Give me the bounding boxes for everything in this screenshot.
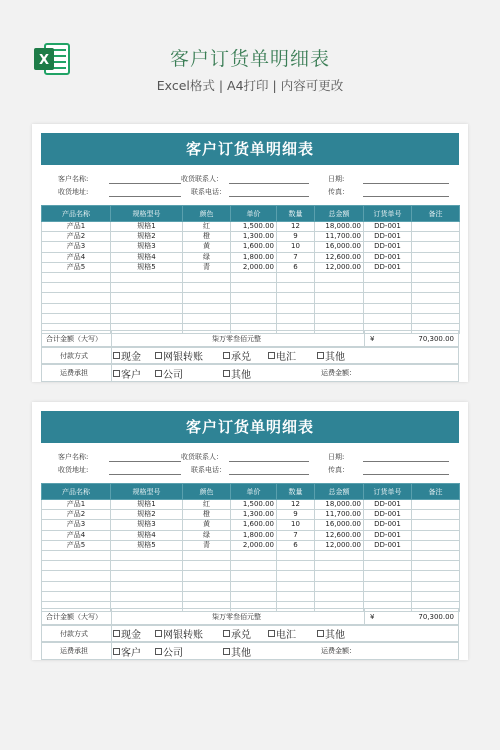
table-cell[interactable]: [364, 272, 412, 282]
table-cell[interactable]: [277, 272, 315, 282]
table-cell[interactable]: [231, 550, 277, 560]
table-row: [42, 272, 460, 282]
table-cell[interactable]: DD-001: [364, 510, 412, 520]
table-cell[interactable]: 规格4: [111, 252, 183, 262]
table-cell[interactable]: [277, 591, 315, 601]
total-row: [41, 608, 459, 625]
table-row: [42, 232, 460, 242]
table-cell[interactable]: DD-001: [364, 520, 412, 530]
table-cell[interactable]: [364, 313, 412, 323]
divider: [364, 331, 365, 346]
sheet-title: 客户订货单明细表: [41, 411, 459, 443]
page-header: [0, 0, 500, 118]
checkbox-icon: [223, 352, 230, 359]
table-row: [42, 262, 460, 272]
table-cell[interactable]: [231, 283, 277, 293]
table-cell[interactable]: [42, 550, 111, 560]
checkbox-icon: [223, 370, 230, 377]
table-cell[interactable]: [231, 561, 277, 571]
table-row: [42, 571, 460, 581]
currency-symbol: ¥: [370, 612, 375, 621]
order-table: [41, 205, 460, 334]
table-cell[interactable]: 产品3: [42, 242, 111, 252]
table-cell[interactable]: 12,600.00: [315, 530, 364, 540]
freight-option-other[interactable]: 其他: [223, 643, 251, 659]
table-cell[interactable]: 11,700.00: [315, 232, 364, 242]
column-header: 备注: [412, 484, 460, 500]
table-cell[interactable]: [277, 313, 315, 323]
table-cell[interactable]: 1,800.00: [231, 530, 277, 540]
table-cell[interactable]: 2,000.00: [231, 262, 277, 272]
page-subtitle: Excel格式 | A4打印 | 内容可更改: [156, 78, 344, 93]
table-cell[interactable]: 产品1: [42, 500, 111, 510]
table-cell[interactable]: 绿: [183, 252, 231, 262]
table-cell[interactable]: [42, 591, 111, 601]
table-cell[interactable]: 12: [277, 222, 315, 232]
table-cell[interactable]: [364, 303, 412, 313]
table-cell[interactable]: 产品2: [42, 510, 111, 520]
table-cell[interactable]: DD-001: [364, 540, 412, 550]
table-cell[interactable]: [111, 591, 183, 601]
divider: [111, 626, 112, 641]
table-cell[interactable]: 11,700.00: [315, 510, 364, 520]
freight-option-company[interactable]: 公司: [155, 643, 183, 659]
customer-name-field[interactable]: [109, 461, 181, 462]
table-cell[interactable]: 7: [277, 530, 315, 540]
table-cell[interactable]: [412, 581, 460, 591]
payment-option-other[interactable]: 其他: [317, 348, 345, 363]
table-cell[interactable]: 规格3: [111, 242, 183, 252]
payment-option-acceptance[interactable]: 承兑: [223, 626, 251, 641]
total-words: 柒万零叁佰元整: [212, 612, 261, 621]
customer-name-field[interactable]: [109, 183, 181, 184]
column-header: 单价: [231, 206, 277, 222]
table-cell[interactable]: [111, 303, 183, 313]
table-cell[interactable]: DD-001: [364, 530, 412, 540]
checkbox-icon: [113, 630, 120, 637]
table-cell[interactable]: 红: [183, 500, 231, 510]
table-cell[interactable]: 6: [277, 540, 315, 550]
table-row: [42, 581, 460, 591]
table-cell[interactable]: [111, 272, 183, 282]
column-header: 产品名称: [42, 206, 111, 222]
checkbox-icon: [223, 648, 230, 655]
table-cell[interactable]: [231, 272, 277, 282]
table-cell[interactable]: 12,000.00: [315, 262, 364, 272]
table-cell[interactable]: [412, 561, 460, 571]
table-row: [42, 313, 460, 323]
receiver-address-field[interactable]: [109, 474, 181, 475]
table-cell[interactable]: [364, 283, 412, 293]
column-header: 数量: [277, 206, 315, 222]
table-cell[interactable]: [364, 561, 412, 571]
receiver-contact-field[interactable]: [229, 461, 309, 462]
order-table: [41, 483, 460, 612]
freight-label: 运费承担: [60, 647, 88, 655]
column-header: 总金额: [315, 206, 364, 222]
table-cell[interactable]: [364, 591, 412, 601]
table-row: [42, 242, 460, 252]
phone-label: 联系电话：: [191, 466, 226, 474]
table-cell[interactable]: [183, 581, 231, 591]
table-cell[interactable]: 12,600.00: [315, 252, 364, 262]
table-row: [42, 510, 460, 520]
table-row: [42, 303, 460, 313]
table-cell[interactable]: [277, 283, 315, 293]
table-cell[interactable]: DD-001: [364, 242, 412, 252]
table-cell[interactable]: [315, 272, 364, 282]
table-cell[interactable]: [412, 313, 460, 323]
table-row: [42, 520, 460, 530]
payment-option-other[interactable]: 其他: [317, 626, 345, 641]
table-cell[interactable]: 12: [277, 500, 315, 510]
freight-option-customer[interactable]: 客户: [113, 643, 141, 659]
table-row: [42, 550, 460, 560]
table-cell[interactable]: 9: [277, 510, 315, 520]
column-header: 数量: [277, 484, 315, 500]
table-cell[interactable]: 产品5: [42, 262, 111, 272]
table-cell[interactable]: 1,500.00: [231, 500, 277, 510]
column-header: 规格型号: [111, 484, 183, 500]
table-row: [42, 293, 460, 303]
table-cell[interactable]: [42, 561, 111, 571]
freight-option-other[interactable]: 其他: [223, 365, 251, 381]
table-cell[interactable]: [183, 293, 231, 303]
payment-option-cash[interactable]: 现金: [113, 626, 141, 641]
table-cell[interactable]: 1,300.00: [231, 232, 277, 242]
table-cell[interactable]: [183, 272, 231, 282]
table-cell[interactable]: 规格5: [111, 540, 183, 550]
table-cell[interactable]: 青: [183, 540, 231, 550]
table-cell[interactable]: 橙: [183, 232, 231, 242]
table-cell[interactable]: [277, 561, 315, 571]
table-cell[interactable]: [412, 591, 460, 601]
currency-symbol: ¥: [370, 334, 375, 343]
table-cell[interactable]: 10: [277, 242, 315, 252]
checkbox-icon: [155, 630, 162, 637]
divider: [111, 365, 112, 381]
table-cell[interactable]: [412, 242, 460, 252]
table-cell[interactable]: [111, 550, 183, 560]
table-cell[interactable]: [42, 272, 111, 282]
table-cell[interactable]: [183, 561, 231, 571]
fax-label: 传真：: [328, 466, 349, 474]
sheet-title: 客户订货单明细表: [41, 133, 459, 165]
table-cell[interactable]: [412, 303, 460, 313]
freight-row: [41, 364, 459, 382]
date-field[interactable]: [363, 461, 449, 462]
table-cell[interactable]: 16,000.00: [315, 520, 364, 530]
fax-field[interactable]: [363, 196, 449, 197]
column-header: 颜色: [183, 206, 231, 222]
table-cell[interactable]: [111, 293, 183, 303]
payment-option-wire[interactable]: 电汇: [268, 626, 296, 641]
table-cell[interactable]: [42, 283, 111, 293]
receiver-address-label: 收货地址:: [58, 188, 89, 196]
divider: [111, 609, 112, 624]
column-header: 颜色: [183, 484, 231, 500]
column-header: 备注: [412, 206, 460, 222]
table-cell[interactable]: 产品4: [42, 530, 111, 540]
table-cell[interactable]: [412, 232, 460, 242]
table-cell[interactable]: [412, 550, 460, 560]
payment-option-wire[interactable]: 电汇: [268, 348, 296, 363]
table-cell[interactable]: 1,800.00: [231, 252, 277, 262]
freight-option-company[interactable]: 公司: [155, 365, 183, 381]
table-cell[interactable]: [183, 283, 231, 293]
table-cell[interactable]: [315, 293, 364, 303]
table-cell[interactable]: 橙: [183, 510, 231, 520]
svg-text:X: X: [38, 53, 50, 68]
table-cell[interactable]: [412, 571, 460, 581]
table-cell[interactable]: 产品1: [42, 222, 111, 232]
date-label: 日期:: [328, 175, 345, 183]
table-cell[interactable]: [364, 550, 412, 560]
table-cell[interactable]: 规格3: [111, 520, 183, 530]
table-cell[interactable]: [412, 510, 460, 520]
column-header: 产品名称: [42, 484, 111, 500]
total-amount: 70,300.00: [418, 612, 454, 621]
table-cell[interactable]: DD-001: [364, 262, 412, 272]
table-cell[interactable]: [277, 581, 315, 591]
table-cell[interactable]: [412, 252, 460, 262]
table-cell[interactable]: 产品4: [42, 252, 111, 262]
receiver-contact-field[interactable]: [229, 183, 309, 184]
table-cell[interactable]: [42, 313, 111, 323]
customer-name-label: 客户名称:: [58, 453, 89, 461]
table-cell[interactable]: [315, 581, 364, 591]
receiver-contact-label: 收货联系人：: [181, 453, 223, 461]
payment-row: [41, 347, 459, 364]
column-header: 订货单号: [364, 484, 412, 500]
column-header: 单价: [231, 484, 277, 500]
date-field[interactable]: [363, 183, 449, 184]
table-row: [42, 591, 460, 601]
table-cell[interactable]: 规格2: [111, 510, 183, 520]
date-label: 日期:: [328, 453, 345, 461]
table-row: [42, 283, 460, 293]
table-cell[interactable]: 10: [277, 520, 315, 530]
table-cell[interactable]: DD-001: [364, 500, 412, 510]
table-cell[interactable]: [42, 293, 111, 303]
table-cell[interactable]: [42, 303, 111, 313]
phone-field[interactable]: [229, 196, 309, 197]
page-title: 客户订货单明细表: [169, 48, 330, 70]
table-cell[interactable]: [315, 550, 364, 560]
table-cell[interactable]: [231, 313, 277, 323]
table-row: [42, 222, 460, 232]
table-cell[interactable]: 规格2: [111, 232, 183, 242]
table-cell[interactable]: 规格4: [111, 530, 183, 540]
table-cell[interactable]: [315, 591, 364, 601]
order-footer: [41, 330, 459, 382]
table-cell[interactable]: 1,600.00: [231, 520, 277, 530]
table-cell[interactable]: [42, 581, 111, 591]
freight-option-customer[interactable]: 客户: [113, 365, 141, 381]
table-cell[interactable]: [277, 303, 315, 313]
table-cell[interactable]: 1,500.00: [231, 222, 277, 232]
table-row: [42, 561, 460, 571]
table-cell[interactable]: [231, 591, 277, 601]
table-cell[interactable]: [183, 550, 231, 560]
table-cell[interactable]: [183, 571, 231, 581]
table-cell[interactable]: 规格5: [111, 262, 183, 272]
payment-option-bank-transfer[interactable]: 网银转账: [155, 348, 203, 363]
table-cell[interactable]: 7: [277, 252, 315, 262]
total-row: [41, 330, 459, 347]
table-cell[interactable]: DD-001: [364, 232, 412, 242]
table-cell[interactable]: [183, 591, 231, 601]
payment-option-acceptance[interactable]: 承兑: [223, 348, 251, 363]
table-cell[interactable]: [412, 272, 460, 282]
table-row: [42, 252, 460, 262]
checkbox-icon: [113, 352, 120, 359]
payment-option-cash[interactable]: 现金: [113, 348, 141, 363]
table-cell[interactable]: [364, 571, 412, 581]
table-cell[interactable]: 红: [183, 222, 231, 232]
divider: [111, 331, 112, 346]
total-words: 柒万零叁佰元整: [212, 334, 261, 343]
table-cell[interactable]: [231, 293, 277, 303]
table-cell[interactable]: 黄: [183, 242, 231, 252]
checkbox-icon: [223, 630, 230, 637]
table-header-row: [42, 206, 460, 222]
table-body: [42, 222, 460, 334]
table-cell[interactable]: [183, 313, 231, 323]
table-cell[interactable]: [315, 313, 364, 323]
table-cell[interactable]: 9: [277, 232, 315, 242]
table-cell[interactable]: [412, 222, 460, 232]
freight-amount-label: 运费金额：: [321, 647, 356, 655]
checkbox-icon: [317, 352, 324, 359]
table-cell[interactable]: 产品2: [42, 232, 111, 242]
table-cell[interactable]: 16,000.00: [315, 242, 364, 252]
customer-name-label: 客户名称:: [58, 175, 89, 183]
table-cell[interactable]: [42, 571, 111, 581]
table-cell[interactable]: [412, 293, 460, 303]
divider: [364, 609, 365, 624]
order-sheet-2: [32, 402, 468, 660]
fax-field[interactable]: [363, 474, 449, 475]
payment-row: [41, 625, 459, 642]
table-cell[interactable]: 青: [183, 262, 231, 272]
order-footer: [41, 608, 459, 660]
table-header-row: [42, 484, 460, 500]
table-cell[interactable]: [231, 581, 277, 591]
table-cell[interactable]: [277, 293, 315, 303]
table-cell[interactable]: [111, 581, 183, 591]
column-header: 总金额: [315, 484, 364, 500]
checkbox-icon: [155, 648, 162, 655]
table-cell[interactable]: 18,000.00: [315, 222, 364, 232]
checkbox-icon: [317, 630, 324, 637]
phone-label: 联系电话：: [191, 188, 226, 196]
table-cell[interactable]: [111, 283, 183, 293]
column-header: 规格型号: [111, 206, 183, 222]
total-amount: 70,300.00: [418, 334, 454, 343]
table-cell[interactable]: [231, 571, 277, 581]
phone-field[interactable]: [229, 474, 309, 475]
table-cell[interactable]: [231, 303, 277, 313]
table-cell[interactable]: 规格1: [111, 222, 183, 232]
payment-label: 付款方式: [60, 351, 88, 360]
table-cell[interactable]: [111, 561, 183, 571]
column-header: 订货单号: [364, 206, 412, 222]
table-cell[interactable]: [277, 550, 315, 560]
table-cell[interactable]: 产品5: [42, 540, 111, 550]
table-cell[interactable]: [364, 581, 412, 591]
fax-label: 传真：: [328, 188, 349, 196]
freight-row: [41, 642, 459, 660]
total-label: 合计金额（大写）: [46, 334, 102, 343]
table-cell[interactable]: [315, 283, 364, 293]
table-row: [42, 540, 460, 550]
table-cell[interactable]: 12,000.00: [315, 540, 364, 550]
table-cell[interactable]: 2,000.00: [231, 540, 277, 550]
checkbox-icon: [268, 352, 275, 359]
payment-option-bank-transfer[interactable]: 网银转账: [155, 626, 203, 641]
table-cell[interactable]: 规格1: [111, 500, 183, 510]
table-cell[interactable]: 1,600.00: [231, 242, 277, 252]
receiver-address-label: 收货地址:: [58, 466, 89, 474]
checkbox-icon: [113, 370, 120, 377]
table-cell[interactable]: [412, 520, 460, 530]
table-cell[interactable]: [183, 303, 231, 313]
table-cell[interactable]: [412, 262, 460, 272]
table-cell[interactable]: [277, 571, 315, 581]
table-cell[interactable]: 1,300.00: [231, 510, 277, 520]
table-body: [42, 500, 460, 612]
table-cell[interactable]: [111, 571, 183, 581]
table-cell[interactable]: 6: [277, 262, 315, 272]
receiver-contact-label: 收货联系人：: [181, 175, 223, 183]
table-cell[interactable]: [111, 313, 183, 323]
order-sheet-1: [32, 124, 468, 382]
table-cell[interactable]: [412, 283, 460, 293]
freight-amount-label: 运费金额：: [321, 369, 356, 377]
table-cell[interactable]: [315, 561, 364, 571]
table-cell[interactable]: DD-001: [364, 222, 412, 232]
checkbox-icon: [113, 648, 120, 655]
table-cell[interactable]: [412, 500, 460, 510]
table-cell[interactable]: [315, 571, 364, 581]
table-cell[interactable]: 黄: [183, 520, 231, 530]
total-label: 合计金额（大写）: [46, 612, 102, 621]
checkbox-icon: [268, 630, 275, 637]
divider: [111, 348, 112, 363]
table-cell[interactable]: DD-001: [364, 252, 412, 262]
table-cell[interactable]: [412, 530, 460, 540]
receiver-address-field[interactable]: [109, 196, 181, 197]
table-cell[interactable]: [364, 293, 412, 303]
table-cell[interactable]: 产品3: [42, 520, 111, 530]
checkbox-icon: [155, 352, 162, 359]
table-row: [42, 500, 460, 510]
table-cell[interactable]: 绿: [183, 530, 231, 540]
table-row: [42, 530, 460, 540]
divider: [111, 643, 112, 659]
table-cell[interactable]: [315, 303, 364, 313]
checkbox-icon: [155, 370, 162, 377]
freight-label: 运费承担: [60, 369, 88, 377]
table-cell[interactable]: [412, 540, 460, 550]
payment-label: 付款方式: [60, 629, 88, 638]
table-cell[interactable]: 18,000.00: [315, 500, 364, 510]
